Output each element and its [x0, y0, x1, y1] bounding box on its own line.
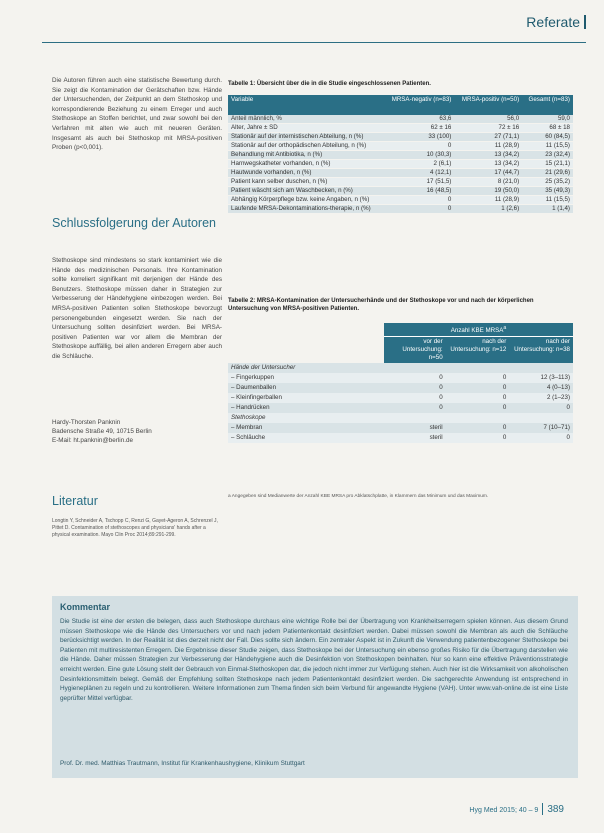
table1-header-cell: MRSA-negativ (n=83): [384, 95, 454, 115]
table-cell: – Membran: [228, 423, 384, 433]
table-cell: 11 (28,9): [454, 196, 522, 205]
kommentar-heading: Kommentar: [60, 602, 111, 612]
table-cell: – Daumenballen: [228, 383, 384, 393]
table-cell: – Kleinfingerballen: [228, 393, 384, 403]
table-cell: 19 (50,0): [454, 187, 522, 196]
table-cell: 0: [384, 393, 446, 403]
table-cell: 4 (0–13): [509, 383, 573, 393]
table2-header-cell: vor der Untersuchung: n=50: [384, 337, 446, 364]
table-cell: [446, 413, 510, 423]
table-cell: 11 (15,5): [522, 196, 573, 205]
journal-citation: Hyg Med 2015; 40 – 9: [469, 807, 539, 814]
table-cell: [446, 363, 510, 373]
kommentar-text: Die Studie ist eine der ersten die belegen, dass auch Stethoskope durchaus eine wichtige Rolle bei der Übertragung von Krankheitserregern spielen können. Aus diesem Grund müssen Stethoskope wie die Hände des Untersuchers vor und nach jedem Patientenkontakt desinfiziert werden. Dabei müssen sowohl die Membran als auch die Schläuche berücksichtigt werden. In der Realität ist dies derzeit nicht der Fall. Dies sollte sich ändern. Ein zentraler Aspekt ist in Zukunft die Verwendung patientenbezogener Stethoskope bei Patienten mit multiresistenten Erregern. Die Ergebnisse dieser Studie zeigen, dass Stethoskope bei der Untersuchung ein ebenso großes Risiko für die Übertragung darstellen wie die Hände. Daher müssen Strategien zur Verbesserung der Händehygiene auch die Desinfektion von Stethoskopen beinhalten. Nur so kann eine effektive Präventionsstrategie erreicht werden. Eine gute Lösung stellt der Gebrauch von Einmal-Stethoskopen dar, die jedoch nicht immer zur Verfügung stehen. Auch hier ist die Wirksamkeit von alkoholischen Desinfektionsmitteln belegt. Gemäß der Empfehlung sollten Stethoskope nach jedem Patientenkontakt desinfiziert werden. Die sachgerechte Anwendung ist entsprechend in Hygieneplänen zu regeln und zu kontrollieren. Weitere Informationen zum Thema finden sich beim Verbund für angewandte Hygiene (VAH). Unter www.vah-online.de ist eine Liste geprüfter Mittel verfügbar.: [60, 618, 568, 702]
table-row: [228, 363, 573, 373]
table1-header-cell: Variable: [228, 95, 384, 115]
table-cell: 7 (10–71): [509, 423, 573, 433]
table-cell: 15 (21,1): [522, 160, 573, 169]
address-line: Badensche Straße 49, 10715 Berlin: [52, 428, 152, 435]
conclusion-paragraph: Stethoskope sind mindestens so stark kontaminiert wie die Hände des medizinischen Personals. Ihre Kontamination sollte korreliert signifikant mit derjenigen der Hände des Benutzers. Stethoskope müssen daher in Strategien zur Verbesserung der Händehygiene einbezogen werden. Bei MRSA-positiven Patienten sollen Stethoskope bevorzugt personengebunden eingesetzt werden. Sie nach der Untersuchung sollten desinfiziert werden. Bei MRSA-positiven Patienten war vor allem die Membran der Stethoskope auffällig, bei allen anderen Erregern aber auch die Schläuche.: [52, 257, 222, 360]
table-cell: Hautwunde vorhanden, n (%): [228, 169, 384, 178]
table-cell: 0: [446, 403, 510, 413]
table1: [228, 95, 573, 214]
table-cell: [509, 363, 573, 373]
table-cell: 33 (100): [384, 133, 454, 142]
table-cell: 35 (49,3): [522, 187, 573, 196]
table-cell: 0: [446, 423, 510, 433]
table-row: [228, 178, 573, 187]
table-row: [228, 403, 573, 413]
table-row: [228, 169, 573, 178]
table-cell: 25 (35,2): [522, 178, 573, 187]
table-cell: Stationär auf der internistischen Abteilung, n (%): [228, 133, 384, 142]
table-row: [228, 187, 573, 196]
table2-caption: Tabelle 2: MRSA-Kontamination der Untersucherhände und der Stethoskope vor und nach der körperlichen Untersuchung von MRSA-positiven Patienten.: [228, 298, 534, 312]
table-cell: Patient kann selber duschen, n (%): [228, 178, 384, 187]
table-cell: 0: [384, 373, 446, 383]
table-row: [228, 151, 573, 160]
references-text: Longtin Y, Schneider A, Tschopp C, Renzi G, Gayet-Ageron A, Schrenzel J, Pittet D. Contamination of stethoscopes and physicians' hands after a physical examination. Mayo Clin Proc 2014;89:291-299.: [52, 518, 218, 538]
table-cell: Anteil männlich, %: [228, 115, 384, 124]
page-footer: [469, 803, 564, 815]
intro-paragraph: Die Autoren führen auch eine statistische Bewertung durch. Sie zeigt die Kontamination der Gerätschaften bzw. Hände der Untersuchenden, der Zeitpunkt an dem Stethoskop und korrespondierende Beziehung zu einem Erreger und auch Stethoskope an Stoffen berichtet, und zwar sowohl bei den Verfahren mit alten wie auch mit neueren Geräten. Insgesamt als auch bei Stethoskop mit MRSA-positiven Proben (p<0,001).: [52, 77, 222, 152]
table-cell: Behandlung mit Antibiotika, n (%): [228, 151, 384, 160]
table1-header-cell: MRSA-positiv (n=50): [454, 95, 522, 115]
table-cell: Laufende MRSA-Dekontaminations-therapie, n (%): [228, 205, 384, 214]
section-label: Referate: [526, 14, 586, 30]
table1-caption: Tabelle 1: Übersicht über die in die Studie eingeschlossenen Patienten.: [228, 81, 431, 87]
table-cell: 8 (21,0): [454, 178, 522, 187]
table-row: [228, 115, 573, 124]
table-cell: 17 (44,7): [454, 169, 522, 178]
table-cell: 13 (34,2): [454, 151, 522, 160]
table-cell: – Schläuche: [228, 433, 384, 443]
table2-header-cell: nach der Untersuchung: n=38: [509, 337, 573, 364]
table2-header-cell: nach der Untersuchung: n=12: [446, 337, 510, 364]
table-cell: 27 (71,1): [454, 133, 522, 142]
table-cell: 0: [446, 433, 510, 443]
table-cell: 11 (15,5): [522, 142, 573, 151]
table-cell: Harnwegskatheter vorhanden, n (%): [228, 160, 384, 169]
page-number: 389: [547, 804, 564, 815]
table1-header-cell: Gesamt (n=83): [522, 95, 573, 115]
table-row: [228, 383, 573, 393]
table-row: [228, 413, 573, 423]
header-rule: [42, 42, 586, 43]
table-cell: 17 (51,5): [384, 178, 454, 187]
table-cell: 1 (1,4): [522, 205, 573, 214]
table-cell: 13 (34,2): [454, 160, 522, 169]
table-row: [228, 205, 573, 214]
table-cell: 11 (28,9): [454, 142, 522, 151]
table-cell: 63,6: [384, 115, 454, 124]
references-heading: Literatur: [52, 494, 98, 508]
table-cell: 68 ± 18: [522, 124, 573, 133]
table-row: [228, 423, 573, 433]
table-row: [228, 160, 573, 169]
table1-header-row: [228, 95, 573, 115]
table-cell: 0: [509, 433, 573, 443]
table-cell: – Fingerkuppen: [228, 373, 384, 383]
table-row: [228, 124, 573, 133]
table-cell: 0: [384, 142, 454, 151]
table-cell: 60 (84,5): [522, 133, 573, 142]
address-line: E-Mail: ht.panknin@berlin.de: [52, 437, 133, 444]
table-cell: 4 (12,1): [384, 169, 454, 178]
table-cell: Stationär auf der orthopädischen Abteilung, n (%): [228, 142, 384, 151]
table-cell: – Handrücken: [228, 403, 384, 413]
table-cell: 12 (3–113): [509, 373, 573, 383]
table-cell: [509, 413, 573, 423]
table-cell: 56,0: [454, 115, 522, 124]
table-row: [228, 393, 573, 403]
table-cell: 0: [384, 205, 454, 214]
table-cell: 0: [509, 403, 573, 413]
table-cell: 0: [384, 196, 454, 205]
table-cell: 10 (30,3): [384, 151, 454, 160]
kommentar-box: [52, 596, 578, 778]
table-cell: 23 (32,4): [522, 151, 573, 160]
table-cell: 0: [384, 403, 446, 413]
table-cell: Patient wäscht sich am Waschbecken, n (%): [228, 187, 384, 196]
table-cell: 2 (1–23): [509, 393, 573, 403]
table-cell: [384, 413, 446, 423]
author-address: [52, 418, 222, 445]
table-row: [228, 196, 573, 205]
table2-group-header: Anzahl KBE MRSA$^a$: [384, 323, 573, 337]
table-row: [228, 433, 573, 443]
table-cell: 16 (48,5): [384, 187, 454, 196]
table-cell: steril: [384, 423, 446, 433]
table-cell: Alter, Jahre ± SD: [228, 124, 384, 133]
table2-group-row: [228, 323, 573, 337]
table-cell: 0: [446, 373, 510, 383]
table-cell: 21 (29,6): [522, 169, 573, 178]
table-row: [228, 133, 573, 142]
conclusion-heading: Schlussfolgerung der Autoren: [52, 216, 216, 230]
table-row: [228, 142, 573, 151]
table-cell: 1 (2,6): [454, 205, 522, 214]
table2-footnote: a Angegeben sind Medianwerte der Anzahl KBE MRSA pro Abklatschplatte, in Klammern das Minimum und das Maximum.: [228, 494, 489, 499]
table-cell: 72 ± 16: [454, 124, 522, 133]
table-cell: 0: [384, 383, 446, 393]
table-cell: steril: [384, 433, 446, 443]
table2-header-row: [228, 337, 573, 364]
table-row: [228, 373, 573, 383]
table-cell: 0: [446, 383, 510, 393]
table-cell: Stethoskope: [228, 413, 384, 423]
address-line: Hardy-Thorsten Panknin: [52, 419, 121, 426]
table-cell: 2 (6,1): [384, 160, 454, 169]
table2: [228, 323, 573, 443]
table-cell: 62 ± 16: [384, 124, 454, 133]
kommentar-author: Prof. Dr. med. Matthias Trautmann, Institut für Krankenhaushygiene, Klinikum Stuttgart: [60, 760, 305, 767]
table-cell: Hände der Untersucher: [228, 363, 384, 373]
table-cell: Abhängig Körperpflege bzw. keine Angaben, n (%): [228, 196, 384, 205]
table-cell: [384, 363, 446, 373]
table-cell: 59,0: [522, 115, 573, 124]
table-cell: 0: [446, 393, 510, 403]
